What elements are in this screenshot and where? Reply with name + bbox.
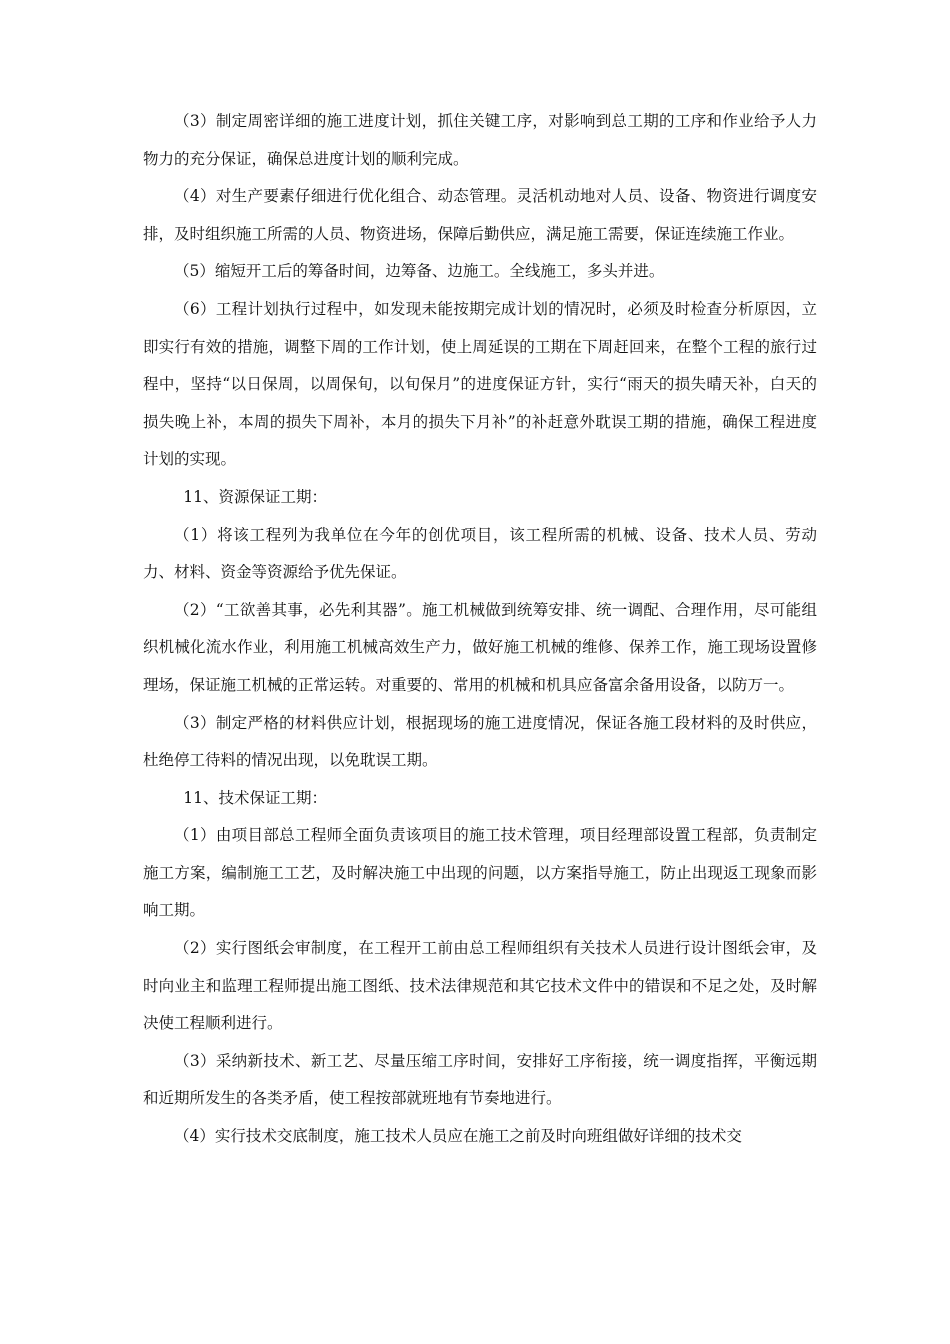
paragraph-plan-execution: （6）工程计划执行过程中，如发现未能按期完成计划的情况时，必须及时检查分析原因，立即实行有效的措施，调整下周的工作计划，使上周延误的工期在下周赶回来，在整个工程的旅行过程中，坚持“以日保周，以周保旬，以旬保月”的进度保证方针，实行“雨天的损失晴天补，白天的损失晚上补，本周的损失下周补，本月的损失下月补”的补赶意外耽误工期的措施，确保工程进度计划的实现。	[143, 299, 817, 469]
section-heading-technical-guarantee: 11、技术保证工期：	[183, 788, 328, 807]
paragraph-machinery: （2）“工欲善其事，必先利其器”。施工机械做到统筹安排、统一调配、合理作用，尽可能组织机械化流水作业，利用施工机械高效生产力，做好施工机械的维修、保养工作，施工现场设置修理场，保证施工机械的正常运转。对重要的、常用的机械和机具应备富余备用设备，以防万一。	[143, 600, 817, 694]
paragraph-priority-project: （1）将该工程列为我单位在今年的创优项目，该工程所需的机械、设备、技术人员、劳动力、材料、资金等资源给予优先保证。	[143, 525, 817, 582]
paragraph-chief-engineer: （1）由项目部总工程师全面负责该项目的施工技术管理，项目经理部设置工程部，负责制定施工方案，编制施工工艺，及时解决施工中出现的问题，以方案指导施工，防止出现返工现象而影响工期。	[143, 826, 817, 920]
paragraph-technical-briefing: （4）实行技术交底制度，施工技术人员应在施工之前及时向班组做好详细的技术交	[174, 1127, 742, 1146]
paragraph-new-technology: （3）采纳新技术、新工艺、尽量压缩工序时间，安排好工序衔接，统一调度指挥，平衡远期和近期所发生的各类矛盾，使工程按部就班地有节奏地进行。	[143, 1051, 817, 1108]
paragraph-material-supply: （3）制定严格的材料供应计划，根据现场的施工进度情况，保证各施工段材料的及时供应，杜绝停工待料的情况出现，以免耽误工期。	[143, 713, 817, 770]
paragraph-schedule-plan: （3）制定周密详细的施工进度计划，抓住关键工序，对影响到总工期的工序和作业给予人力物力的充分保证，确保总进度计划的顺利完成。	[143, 112, 817, 168]
section-heading-resource-guarantee: 11、资源保证工期：	[183, 487, 328, 506]
paragraph-drawing-review: （2）实行图纸会审制度，在工程开工前由总工程师组织有关技术人员进行设计图纸会审，及时向业主和监理工程师提出施工图纸、技术法律规范和其它技术文件中的错误和不足之处，及时解决使工程顺利进行。	[143, 939, 817, 1033]
paragraph-shorten-preparation: （5）缩短开工后的筹备时间，边筹备、边施工。全线施工，多头并进。	[174, 262, 665, 281]
document-body	[143, 103, 817, 1156]
paragraph-resource-optimization: （4）对生产要素仔细进行优化组合、动态管理。灵活机动地对人员、设备、物资进行调度安排，及时组织施工所需的人员、物资进场，保障后勤供应，满足施工需要，保证连续施工作业。	[143, 187, 817, 243]
